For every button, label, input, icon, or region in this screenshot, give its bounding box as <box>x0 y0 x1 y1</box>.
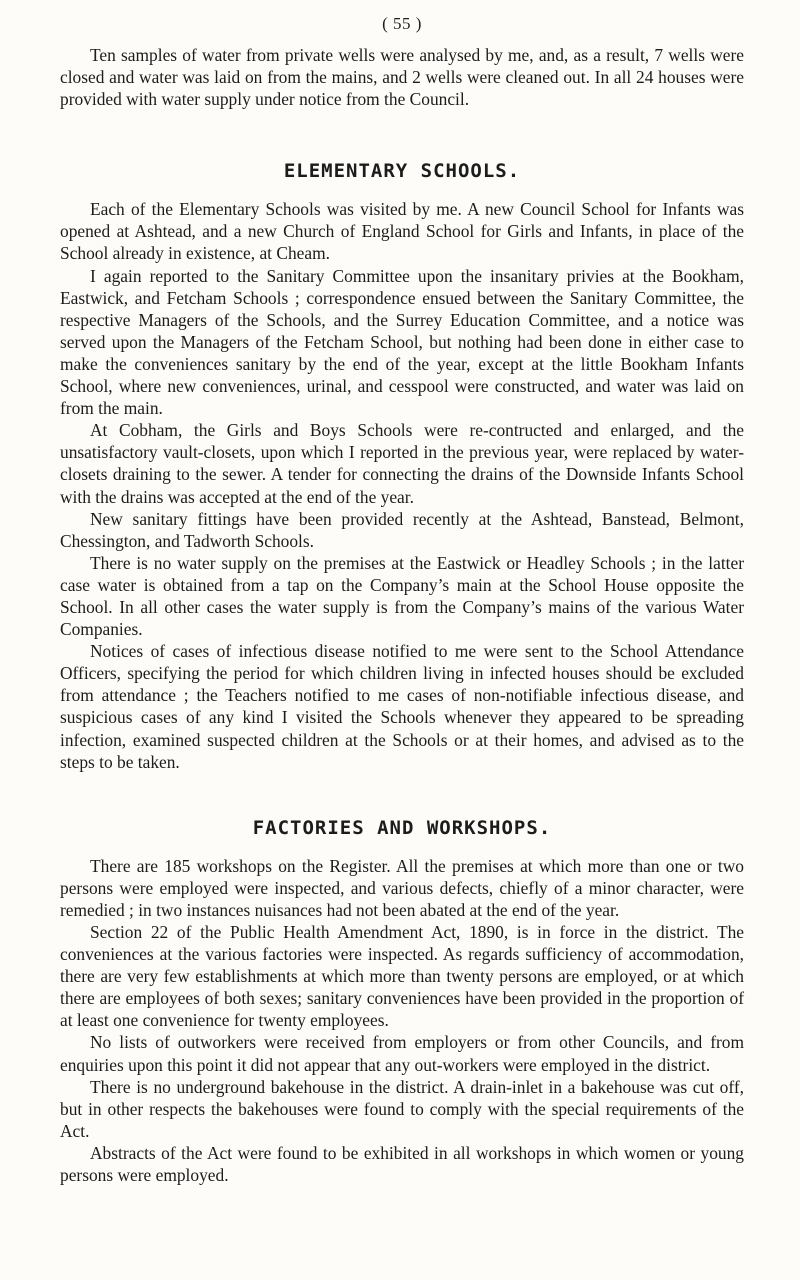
paragraph: There is no underground bakehouse in the district. A drain-inlet in a bakehouse was cut off, but in other respects the bakehouses were found to comply with the special requirements of the Act. <box>60 1076 744 1141</box>
paragraph: Each of the Elementary Schools was visited by me. A new Council School for Infants was opened at Ashtead, and a new Church of England School for Girls and Infants, in place of the School already in existence, at Cheam. <box>60 199 744 264</box>
paragraph: At Cobham, the Girls and Boys Schools were re-contructed and enlarged, and the unsatisfactory vault-closets, upon which I reported in the previous year, were replaced by water-closets draining to the sewer. A tender for connecting the drains of the Downside Infants School with the drains was accepted at the end of the year. <box>60 420 744 507</box>
paragraph: Section 22 of the Public Health Amendment Act, 1890, is in force in the district. The conveniences at the various factories were inspected. As regards sufficiency of accommodation, there are very few establishments at which more than twenty persons are employed, or at which there are employees of both sexes; sanitary conveniences have been provided in the proportion of at least one convenience for twenty employees. <box>60 922 744 1031</box>
paragraph: Notices of cases of infectious disease notified to me were sent to the School Attendance Officers, specifying the period for which children living in infected houses should be excluded from attendance ; the Teachers notified to me cases of non-notifiable infectious disease, and suspicious cases of any kind I visited the Schools whenever they appeared to be spreading infection, examined suspected children at the Schools or at their homes, and advised as to the steps to be taken. <box>60 641 744 772</box>
factories-section <box>60 811 744 1186</box>
intro-paragraph: Ten samples of water from private wells were analysed by me, and, as a result, 7 wells were closed and water was laid on from the mains, and 2 wells were cleaned out. In all 24 houses were provided with water supply under notice from the Council. <box>60 45 744 110</box>
elementary-schools-section <box>60 154 744 772</box>
paragraph: There is no water supply on the premises at the Eastwick or Headley Schools ; in the latter case water is obtained from a tap on the Company’s main at the School House opposite the School. In all other cases the water supply is from the Company’s mains of the various Water Companies. <box>60 552 744 640</box>
paragraph: Abstracts of the Act were found to be exhibited in all workshops in which women or young persons were employed. <box>60 1142 744 1186</box>
paragraph: I again reported to the Sanitary Committee upon the insanitary privies at the Bookham, Eastwick, and Fetcham Schools ; correspondence ensued between the Sanitary Committee, the respective Managers of the Schools, and the Surrey Education Committee, and a notice was served upon the Managers of the Fetcham School, but nothing had been done in either case to make the conveniences sanitary by the end of the year, except at the little Bookham Infants School, where new conveniences, urinal, and cesspool were constructed, and water was laid on from the main. <box>60 265 744 419</box>
paragraph: New sanitary fittings have been provided recently at the Ashtead, Banstead, Belmont, Chessington, and Tadworth Schools. <box>60 508 744 551</box>
section-heading-elementary-schools: ELEMENTARY SCHOOLS. <box>283 160 521 183</box>
page-number: ( 55 ) <box>382 14 422 33</box>
section-heading-factories: FACTORIES AND WORKSHOPS. <box>252 816 552 839</box>
paragraph: No lists of outworkers were received from employers or from other Councils, and from enquiries upon this point it did not appear that any out-workers were employed in the district. <box>60 1032 744 1075</box>
paragraph: There are 185 workshops on the Register. All the premises at which more than one or two persons were employed were inspected, and various defects, chiefly of a minor character, were remedied ; in two instances nuisances had not been abated at the end of the year. <box>60 855 744 920</box>
